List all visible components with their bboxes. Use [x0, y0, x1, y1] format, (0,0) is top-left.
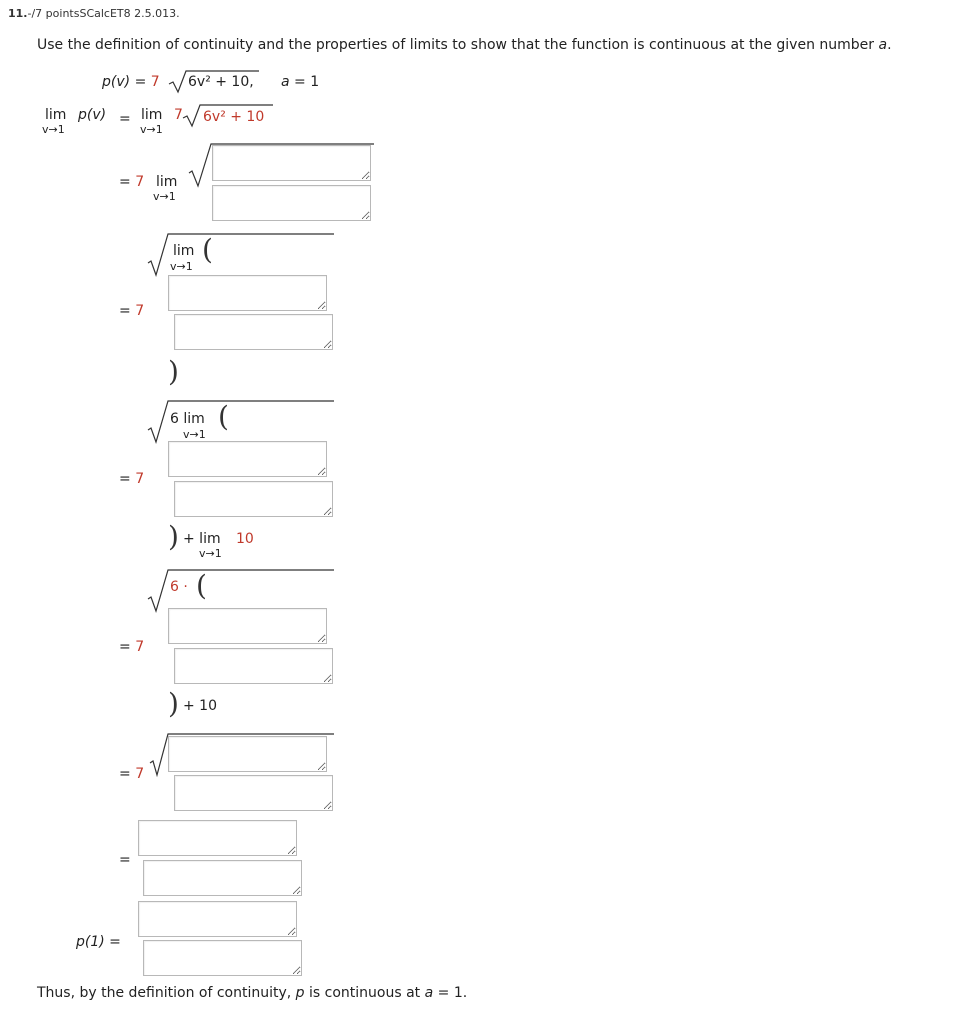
answer-input-8[interactable]: [174, 648, 333, 684]
step0-coef: 7: [174, 107, 183, 123]
given-a: a = 1: [281, 74, 320, 90]
step4-six-dot: 6 ·: [170, 579, 188, 595]
step1-lim: lim: [156, 174, 178, 190]
step2-eq-seven: = 7: [119, 303, 145, 319]
step1-eq-seven: = 7: [119, 174, 145, 190]
step0-eq: =: [119, 111, 131, 127]
step0-approach2: v→1: [140, 123, 163, 136]
answer-input-9[interactable]: [168, 736, 327, 772]
question-source: SCalcET8 2.5.013.: [79, 7, 180, 20]
step4-close-paren: ): [168, 687, 179, 720]
step4-open-paren: (: [196, 569, 207, 602]
step2-close-paren: ): [168, 355, 179, 388]
step0-func: p(v): [78, 107, 107, 123]
step0-lim2: lim: [141, 107, 163, 123]
answer-input-6[interactable]: [174, 481, 333, 517]
answer-input-14[interactable]: [143, 940, 302, 976]
step3-approach: v→1: [183, 428, 206, 441]
answer-input-10[interactable]: [174, 775, 333, 811]
step3-open-paren: (: [218, 400, 229, 433]
answer-input-11[interactable]: [138, 820, 297, 856]
step0-radicand: 6v² + 10: [203, 109, 265, 125]
eval-line: p(1) =: [76, 934, 121, 950]
answer-input-3[interactable]: [168, 275, 327, 311]
question-points: -/7 points: [27, 7, 80, 20]
step4-plus-ten: + 10: [183, 698, 217, 714]
question-header: [8, 8, 180, 19]
step3-ten: 10: [236, 531, 254, 547]
step3-approach2: v→1: [199, 547, 222, 560]
conclusion-text: Thus, by the definition of continuity, p is continuous at a = 1.: [37, 985, 468, 1001]
answer-input-4[interactable]: [174, 314, 333, 350]
step2-approach: v→1: [170, 260, 193, 273]
given-radicand: 6v² + 10,: [188, 74, 254, 90]
step6-eq: =: [119, 852, 131, 868]
step5-eq-seven: = 7: [119, 766, 145, 782]
answer-input-1[interactable]: [212, 145, 371, 181]
answer-input-7[interactable]: [168, 608, 327, 644]
given-function: p(v) = 7: [102, 74, 160, 90]
answer-input-13[interactable]: [138, 901, 297, 937]
step1-approach: v→1: [153, 190, 176, 203]
step3-six-lim: 6 lim: [170, 411, 205, 427]
answer-input-5[interactable]: [168, 441, 327, 477]
step0-lim: lim: [45, 107, 67, 123]
step3-close-paren: ): [168, 520, 179, 553]
step3-plus-lim: + lim: [183, 531, 221, 547]
answer-input-2[interactable]: [212, 185, 371, 221]
step0-approach: v→1: [42, 123, 65, 136]
step2-lim: lim: [173, 243, 195, 259]
answer-input-12[interactable]: [143, 860, 302, 896]
step2-open-paren: (: [202, 233, 213, 266]
step4-eq-seven: = 7: [119, 639, 145, 655]
instruction-text: Use the definition of continuity and the properties of limits to show that the function is continuous at the given number a.: [37, 37, 892, 53]
step3-eq-seven: = 7: [119, 471, 145, 487]
question-number: 11.: [8, 7, 28, 20]
